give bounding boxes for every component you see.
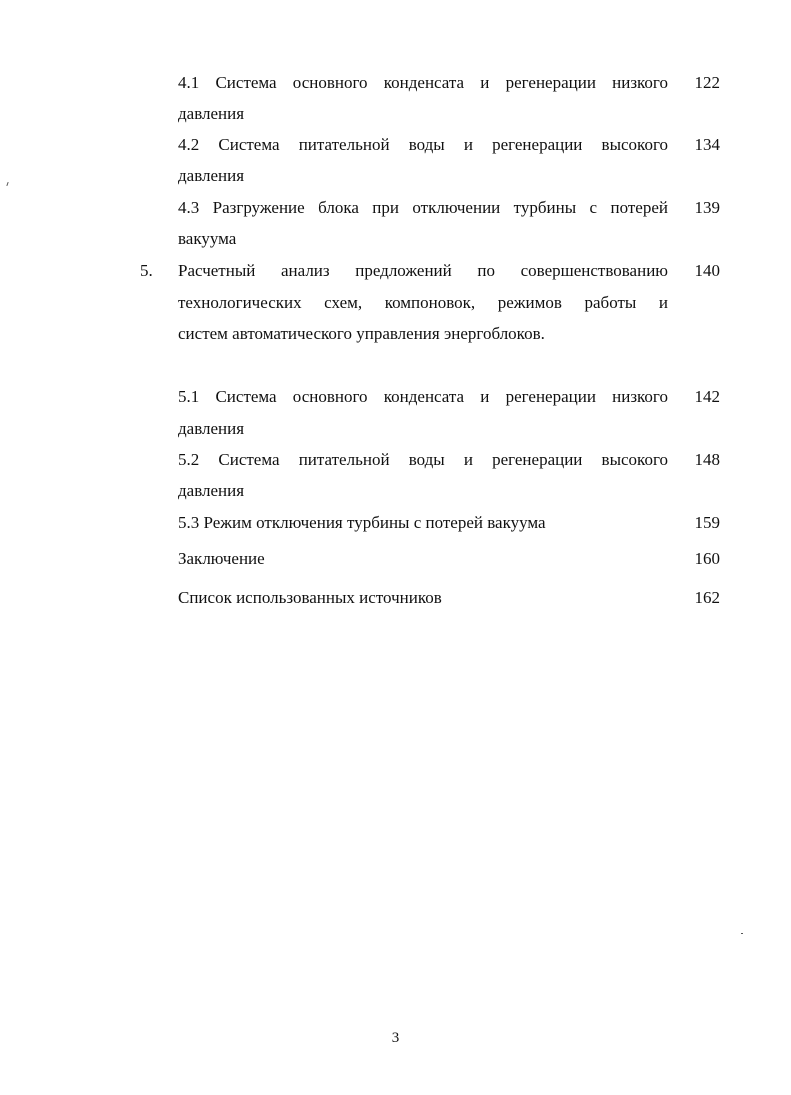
toc-entry-4-3-line1: 4.3 Разгружение блока при отключении турбины с потерей	[178, 198, 668, 217]
toc-section-5-line3: систем автоматического управления энергоблоков.	[178, 324, 545, 343]
toc-section-5-line2: технологических схем, компоновок, режимов работы и	[178, 293, 668, 312]
toc-entry-5-1-page: 142	[694, 387, 720, 406]
toc-entry-4-2-line2: давления	[178, 166, 245, 185]
toc-entry-conclusion-label: Заключение	[178, 549, 265, 568]
page-number: 3	[391, 1030, 400, 1046]
toc-entry-5-1-line2: давления	[178, 419, 245, 438]
toc-entry-5-2-line1: 5.2 Система питательной воды и регенерации высокого	[178, 450, 668, 469]
toc-entry-4-2-line1: 4.2 Система питательной воды и регенерации высокого	[178, 135, 668, 154]
toc-entry-4-1-line2: давления	[178, 104, 245, 123]
toc-entry-sources-label: Список использованных источников	[178, 588, 442, 607]
toc-entry-5-3-label: 5.3 Режим отключения турбины с потерей вакуума	[178, 513, 546, 532]
toc-entry-5-3-page: 159	[694, 513, 720, 532]
toc-entry-conclusion-page: 160	[694, 549, 720, 568]
toc-entry-4-1-line1: 4.1 Система основного конденсата и регенерации низкого	[178, 73, 668, 92]
toc-entry-5-2-page: 148	[694, 450, 720, 469]
toc-entry-4-3-page: 139	[694, 198, 720, 217]
scan-speck	[741, 933, 743, 934]
toc-entry-4-2-page: 134	[694, 135, 720, 154]
toc-entry-5-2-line2: давления	[178, 481, 245, 500]
scan-speck	[6, 182, 8, 186]
toc-section-5-page: 140	[694, 261, 720, 280]
toc-entry-5-1-line1: 5.1 Система основного конденсата и регенерации низкого	[178, 387, 668, 406]
toc-entry-4-1-page: 122	[694, 73, 720, 92]
toc-section-5-number: 5.	[140, 261, 153, 280]
toc-section-5-line1: Расчетный анализ предложений по совершенствованию	[178, 261, 668, 280]
toc-entry-sources-page: 162	[694, 588, 720, 607]
toc-entry-4-3-line2: вакуума	[178, 229, 237, 248]
